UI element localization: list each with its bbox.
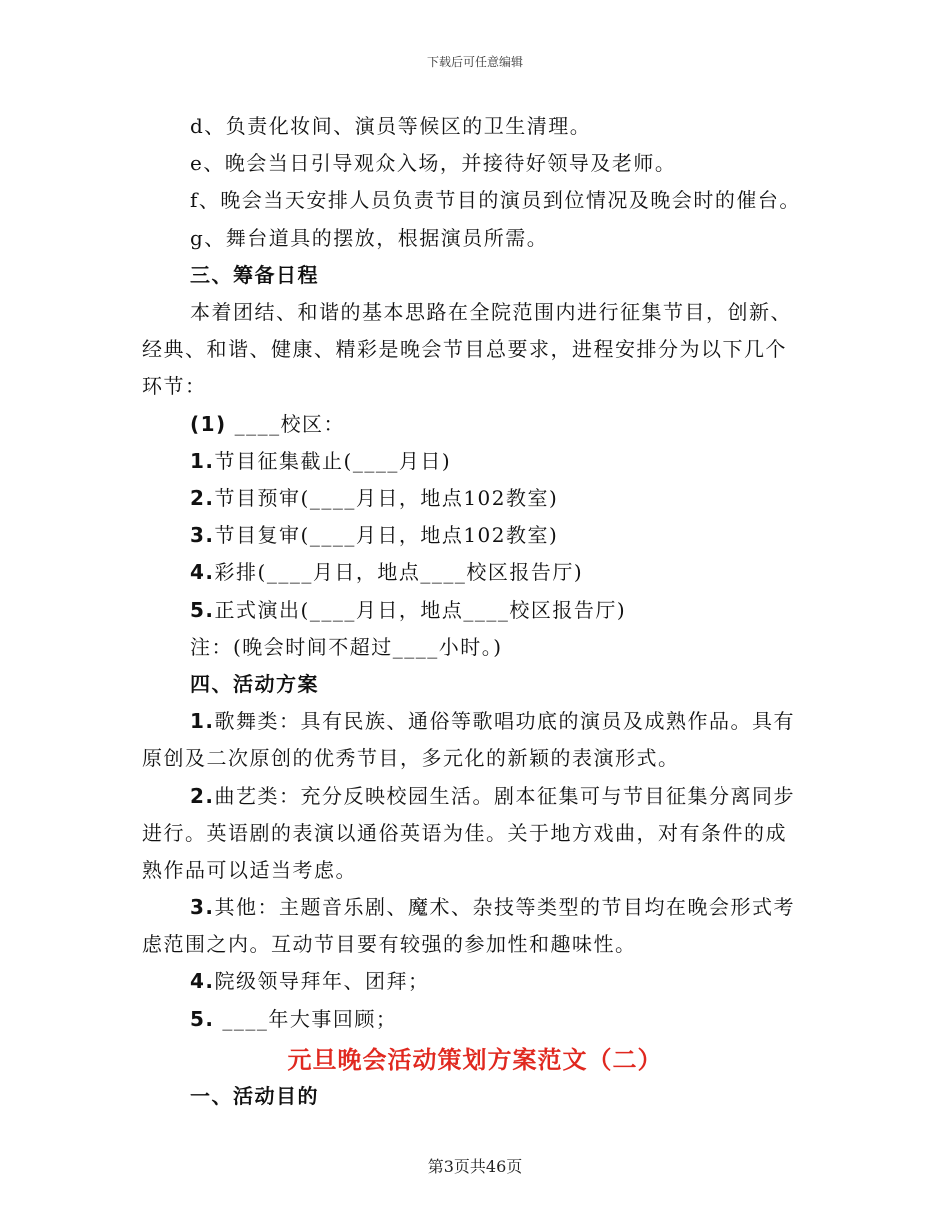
- section-heading-plan: 四、活动方案: [190, 672, 319, 696]
- plan-number: 4.: [190, 969, 215, 993]
- list-item: e、晚会当日引导观众入场，并接待好领导及老师。: [190, 151, 677, 175]
- step-number: 1.: [190, 449, 215, 473]
- plan-item-first-line: [190, 707, 795, 735]
- intro-line: 本着团结、和谐的基本思路在全院范围内进行征集节目，创新、: [190, 300, 792, 324]
- step-text: 节目预审(____月日，地点102教室): [214, 486, 559, 510]
- schedule-step: [190, 484, 558, 512]
- plan-text: ____年大事回顾；: [222, 1007, 398, 1031]
- page-header: 下载后可任意编辑: [426, 55, 523, 69]
- plan-item-line: 进行。英语剧的表演以通俗英语为佳。关于地方戏曲，对有条件的成: [142, 821, 787, 845]
- plan-item-first-line: [190, 782, 795, 810]
- plan-number: 1.: [190, 709, 215, 733]
- list-item: g、舞台道具的摆放，根据演员所需。: [190, 226, 549, 250]
- campus-text: ____校区：: [234, 412, 346, 436]
- plan-text: 歌舞类：具有民族、通俗等歌唱功底的演员及成熟作品。具有: [214, 709, 796, 733]
- plan-item-first-line: [190, 967, 430, 995]
- step-number: 5.: [190, 598, 215, 622]
- step-number: 4.: [190, 560, 215, 584]
- campus-number: (1): [190, 412, 227, 436]
- intro-line: 环节：: [142, 374, 207, 398]
- section-heading-schedule: 三、筹备日程: [190, 263, 319, 287]
- plan-text: 曲艺类：充分反映校园生活。剧本征集可与节目征集分离同步: [214, 784, 796, 808]
- step-number: 2.: [190, 486, 215, 510]
- article-title: 元旦晚会活动策划方案范文（二）: [287, 1045, 663, 1074]
- plan-number: 5.: [190, 1007, 215, 1031]
- step-text: 节目征集截止(____月日): [214, 449, 452, 473]
- campus-line: [190, 410, 345, 438]
- section-heading-purpose: 一、活动目的: [190, 1084, 319, 1108]
- plan-number: 2.: [190, 784, 215, 808]
- plan-text: 其他：主题音乐剧、魔术、杂技等类型的节目均在晚会形式考: [214, 895, 796, 919]
- plan-number: 3.: [190, 895, 215, 919]
- page-footer: 第3页共46页: [427, 1157, 523, 1176]
- schedule-step: [190, 447, 451, 475]
- schedule-step: [190, 558, 583, 586]
- plan-item-line: 原创及二次原创的优秀节目，多元化的新颖的表演形式。: [142, 746, 680, 770]
- plan-item-first-line: [190, 1005, 397, 1033]
- list-item: d、负责化妆间、演员等候区的卫生清理。: [190, 114, 592, 138]
- schedule-step: [190, 596, 626, 624]
- list-item: f、晚会当天安排人员负责节目的演员到位情况及晚会时的催台。: [190, 188, 801, 212]
- step-text: 彩排(____月日，地点____校区报告厅): [214, 560, 584, 584]
- plan-item-line: 熟作品可以适当考虑。: [142, 858, 357, 882]
- step-text: 正式演出(____月日，地点____校区报告厅): [214, 598, 627, 622]
- step-text: 节目复审(____月日，地点102教室): [214, 523, 559, 547]
- step-number: 3.: [190, 523, 215, 547]
- plan-item-line: 虑范围之内。互动节目要有较强的参加性和趣味性。: [142, 932, 637, 956]
- schedule-note: 注：(晚会时间不超过____小时。): [190, 635, 503, 659]
- plan-item-first-line: [190, 893, 795, 921]
- schedule-step: [190, 521, 558, 549]
- intro-line: 经典、和谐、健康、精彩是晚会节目总要求，进程安排分为以下几个: [142, 337, 787, 361]
- plan-text: 院级领导拜年、团拜；: [214, 969, 430, 993]
